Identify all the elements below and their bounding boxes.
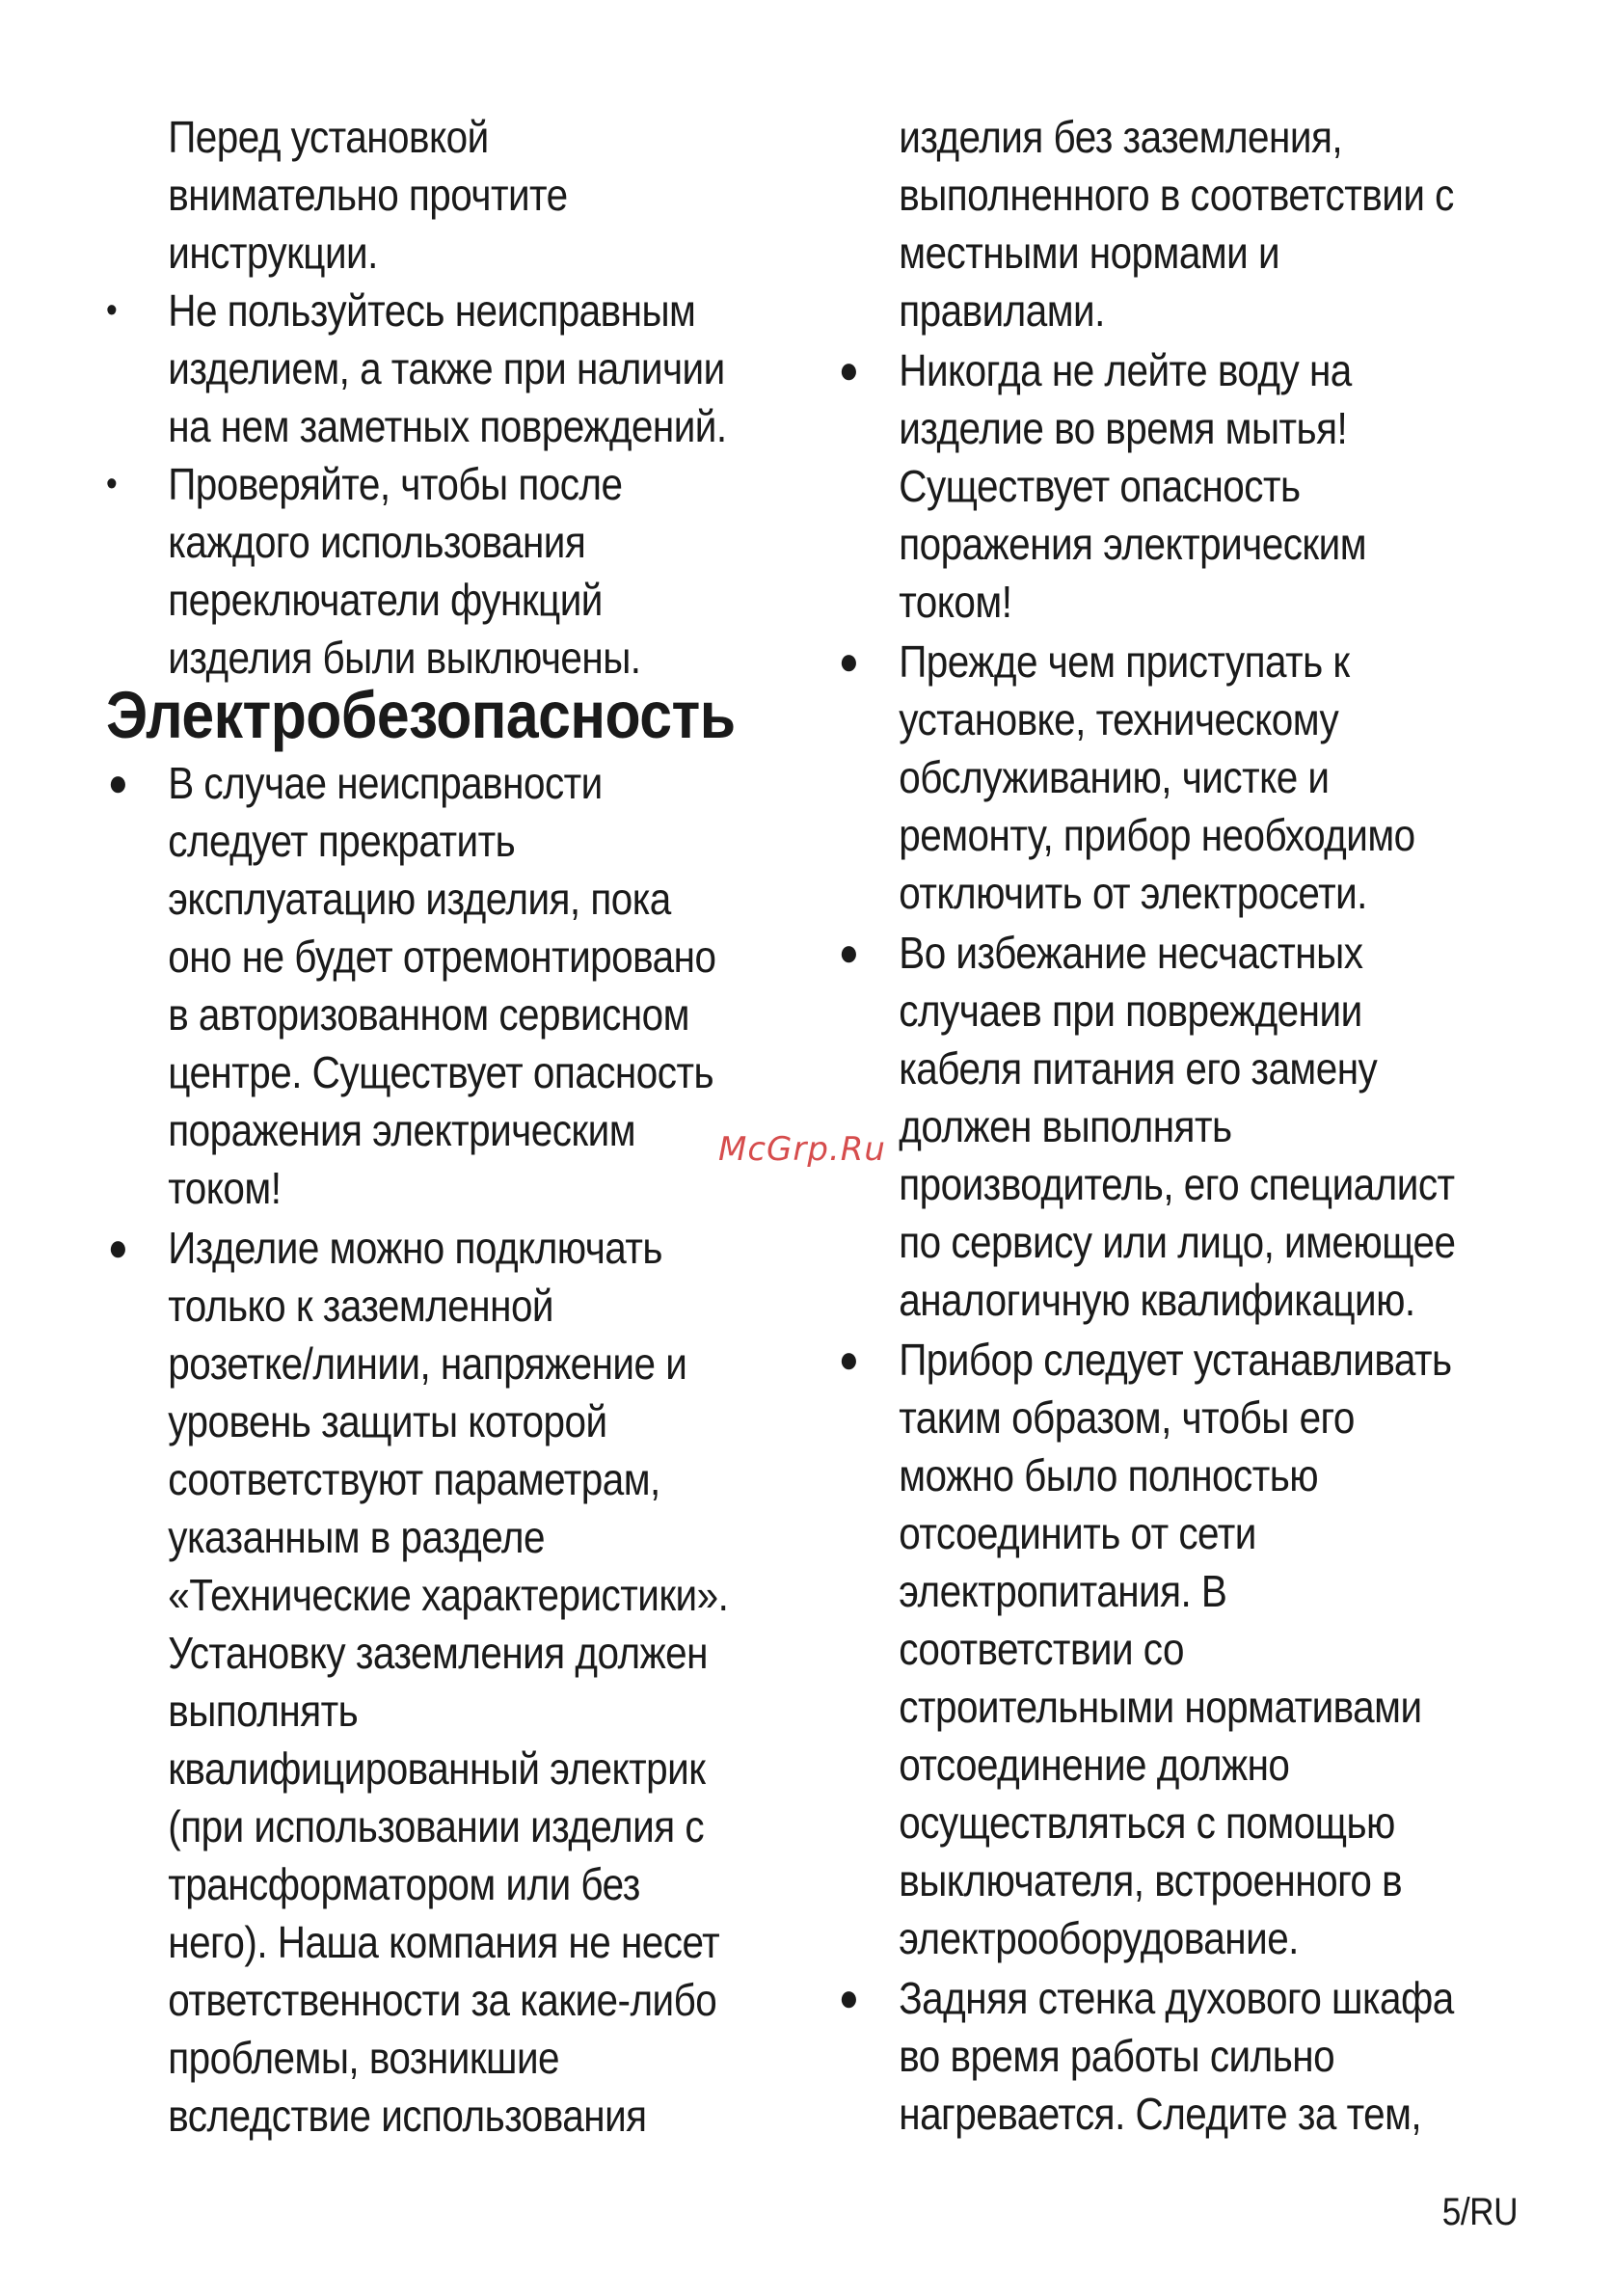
intro-paragraph (106, 108, 785, 282)
bullet-icon: ● (838, 640, 859, 683)
text-line: изделием, а также при наличии (168, 343, 725, 393)
text-line: в авторизованном сервисном (168, 989, 689, 1040)
text-line: электропитания. В (899, 1566, 1227, 1616)
bullet-icon: ● (838, 1977, 859, 2019)
text-line: проблемы, возникшие (168, 2033, 560, 2083)
text-line: Существует опасность (899, 461, 1301, 511)
text-line: по сервису или лицо, имеющее (899, 1217, 1456, 1267)
text-line: Проверяйте, чтобы после (168, 459, 623, 509)
list-item (837, 1969, 1533, 2143)
text-line: Прежде чем приступать к (899, 636, 1350, 687)
text-line: обслуживанию, чистке и (899, 752, 1330, 802)
text-line: током! (899, 577, 1012, 627)
text-line: трансформатором или без (168, 1859, 640, 1909)
list-item (837, 1331, 1533, 1967)
text-line: производитель, его специалист (899, 1159, 1455, 1209)
text-line: квалифицированный электрик (168, 1743, 706, 1794)
text-line: Задняя стенка духового шкафа (899, 1973, 1454, 2023)
list-item (106, 1219, 785, 2145)
text-line: поражения электрическим (168, 1105, 636, 1155)
continuation-paragraph (837, 108, 1533, 339)
text-line: Установку заземления должен (168, 1628, 709, 1678)
text-line: аналогичную квалификацию. (899, 1275, 1415, 1325)
list-item (837, 633, 1533, 922)
text-line: выполнять (168, 1686, 359, 1736)
text-line: соответствии со (899, 1624, 1184, 1674)
text-line: Прибор следует устанавливать (899, 1335, 1452, 1385)
text-line: изделия без заземления, (899, 112, 1343, 162)
list-item (837, 341, 1533, 631)
text-line: правилами. (899, 285, 1105, 336)
list-item (106, 455, 785, 687)
text-line: Никогда не лейте воду на (899, 345, 1352, 395)
left-column (106, 108, 785, 2145)
text-line: каждого использования (168, 517, 586, 567)
text-line: на нем заметных повреждений. (168, 401, 727, 451)
text-line: эксплуатацию изделия, пока (168, 874, 671, 924)
text-line: оно не будет отремонтировано (168, 932, 716, 982)
text-line: указанным в разделе (168, 1512, 545, 1562)
right-column (837, 108, 1533, 2143)
text-line: Во избежание несчастных (899, 928, 1363, 978)
text-line: только к заземленной (168, 1281, 554, 1331)
text-line: случаев при повреждении (899, 986, 1362, 1036)
text-line: во время работы сильно (899, 2031, 1335, 2081)
text-line: таким образом, чтобы его (899, 1392, 1355, 1443)
text-line: местными нормами и (899, 228, 1280, 278)
text-line: уровень защиты которой (168, 1396, 607, 1446)
text-line: ремонту, прибор необходимо (899, 810, 1415, 860)
text-line: нагревается. Следите за тем, (899, 2089, 1422, 2139)
list-item (106, 282, 785, 455)
text-line: можно было полностью (899, 1450, 1319, 1500)
text-line: кабеля питания его замену (899, 1043, 1378, 1094)
text-line: инструкции. (168, 228, 378, 278)
text-line: Перед установкой (168, 112, 489, 162)
text-line: «Технические характеристики». (168, 1570, 729, 1620)
page-number: 5/RU (1441, 2191, 1518, 2233)
text-line: отсоединение должно (899, 1740, 1290, 1790)
text-line: отключить от электросети. (899, 868, 1367, 918)
watermark: McGrp.Ru (718, 1130, 886, 1169)
text-line: него). Наша компания не несет (168, 1917, 720, 1967)
list-item (837, 924, 1533, 1329)
text-line: следует прекратить (168, 816, 516, 866)
text-line: переключатели функций (168, 575, 603, 625)
text-line: отсоединить от сети (899, 1508, 1256, 1558)
section-heading: Электробезопасность (106, 678, 736, 752)
text-line: выполненного в соответствии с (899, 170, 1454, 220)
bullet-icon: • (106, 290, 118, 331)
bullet-icon: ● (107, 1227, 128, 1269)
text-line: электрооборудование. (899, 1913, 1299, 1963)
text-line: Изделие можно подключать (168, 1223, 662, 1273)
text-line: центре. Существует опасность (168, 1047, 714, 1097)
text-line: осуществляться с помощью (899, 1797, 1395, 1848)
text-line: В случае неисправности (168, 758, 603, 808)
bullet-icon: ● (838, 349, 859, 392)
text-line: розетке/линии, напряжение и (168, 1338, 687, 1389)
text-line: изделия были выключены. (168, 633, 641, 683)
text-line: строительными нормативами (899, 1682, 1422, 1732)
text-line: изделие во время мытья! (899, 403, 1348, 453)
text-line: внимательно прочтите (168, 170, 568, 220)
text-line: Не пользуйтесь неисправным (168, 285, 696, 336)
text-line: (при использовании изделия с (168, 1801, 705, 1851)
bullet-icon: ● (107, 762, 128, 804)
text-line: вследствие использования (168, 2091, 647, 2141)
text-line: соответствуют параметрам, (168, 1454, 660, 1504)
bullet-icon: ● (838, 1338, 859, 1381)
text-line: поражения электрическим (899, 519, 1367, 569)
bullet-icon: ● (838, 932, 859, 974)
bullet-icon: • (106, 464, 118, 504)
text-line: ответственности за какие-либо (168, 1975, 717, 2025)
text-line: выключателя, встроенного в (899, 1855, 1403, 1905)
list-item (106, 754, 785, 1217)
text-line: должен выполнять (899, 1101, 1232, 1151)
text-line: установке, техническому (899, 694, 1339, 744)
text-line: током! (168, 1163, 282, 1213)
